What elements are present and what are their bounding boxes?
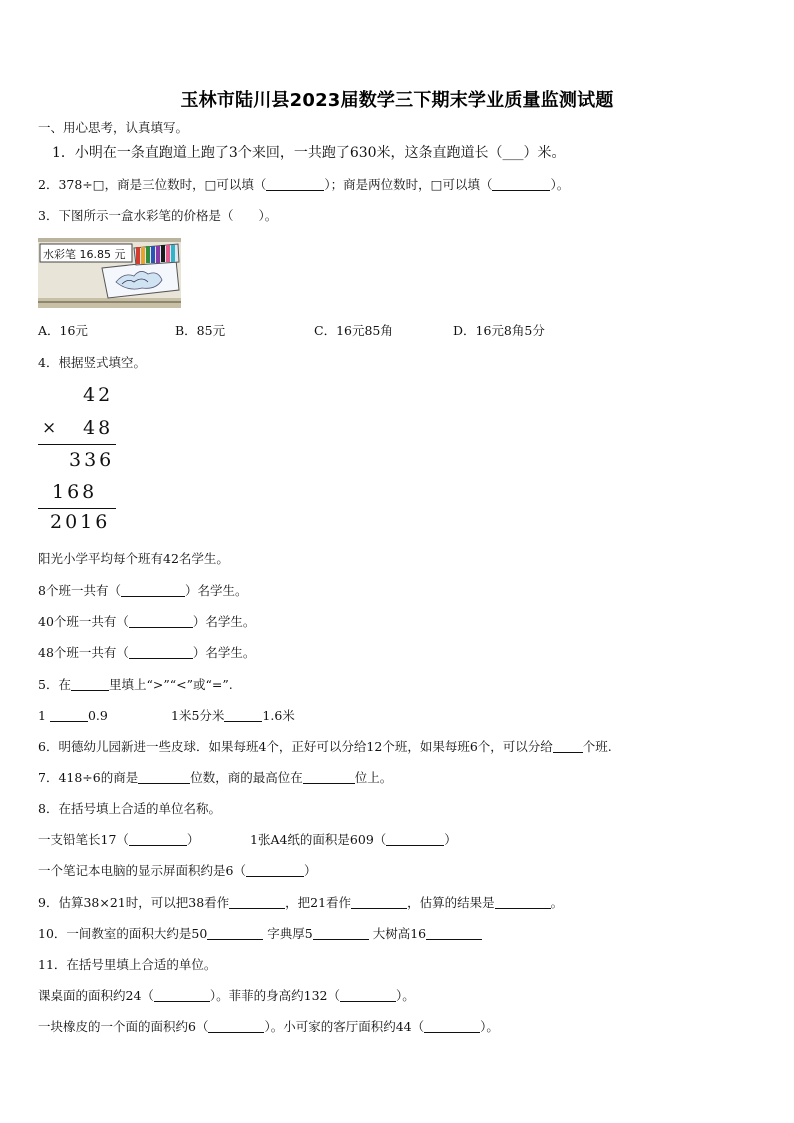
- q11-line-1: [38, 988, 415, 1004]
- q5-blank-1[interactable]: [50, 709, 88, 722]
- q2-blank-2[interactable]: [492, 178, 550, 191]
- q11-l1-text-a: 课桌面的面积约24（: [38, 988, 154, 1003]
- q5-stem-a: 5．在: [38, 677, 71, 692]
- question-10: [38, 926, 482, 942]
- q9-text-c: ，估算的结果是: [407, 895, 495, 910]
- q8-item-a: [38, 832, 199, 848]
- q7-text-b: 位数，商的最高位在: [190, 770, 303, 785]
- q8-c-text: 一个笔记本电脑的显示屏面积约是6（: [38, 863, 246, 878]
- q5-compare-2: [171, 708, 295, 724]
- q11-l2-text-b: ）。小可家的客厅面积约44（: [264, 1019, 425, 1034]
- q4-line-3-text: 48个班一共有（: [38, 645, 129, 660]
- q8-c-close: ）: [303, 863, 317, 878]
- q8-item-c: [38, 863, 316, 879]
- q11-l2-text-c: ）。: [480, 1019, 499, 1034]
- q5-compare-1: [38, 708, 108, 724]
- calc-multiplicand: 42: [83, 384, 114, 406]
- question-4: 4．根据竖式填空。: [38, 355, 146, 370]
- question-5: [38, 677, 233, 693]
- q11-blank-2[interactable]: [340, 989, 396, 1002]
- q11-l1-text-b: ）。菲菲的身高约132（: [209, 988, 341, 1003]
- q4-line-1: [38, 583, 247, 599]
- q3-option-a[interactable]: A．16元: [38, 323, 88, 338]
- q11-l2-text-a: 一块橡皮的一个面的面积约6（: [38, 1019, 209, 1034]
- q2-blank-1[interactable]: [266, 178, 324, 191]
- question-8: 8．在括号填上合适的单位名称。: [38, 801, 221, 816]
- q9-blank-3[interactable]: [495, 896, 551, 909]
- q2-part-c: ）。: [550, 177, 570, 192]
- q4-intro: 阳光小学平均每个班有42名学生。: [38, 551, 229, 566]
- q7-blank-1[interactable]: [138, 771, 190, 784]
- calc-multiplier: 48: [83, 417, 114, 439]
- question-3: 3．下图所示一盒水彩笔的价格是（ ）。: [38, 208, 278, 223]
- q8-item-b: [250, 832, 457, 848]
- question-7: [38, 770, 392, 786]
- q5-blank-2[interactable]: [224, 709, 262, 722]
- watercolor-pen-box-image: [38, 238, 181, 308]
- q2-part-a: 2．378÷□，商是三位数时，□可以填（: [38, 177, 267, 192]
- calc-line-2: [38, 508, 116, 509]
- q10-text-c: 大树高16: [372, 926, 427, 941]
- q11-l1-text-c: ）。: [396, 988, 415, 1003]
- q7-text-a: 7．418÷6的商是: [38, 770, 139, 785]
- q8-b-close: ）: [444, 832, 457, 847]
- q5-c1-left: 1: [38, 708, 46, 723]
- q9-text-d: 。: [550, 895, 564, 910]
- q8-blank-c[interactable]: [246, 864, 304, 877]
- question-11: 11．在括号里填上合适的单位。: [38, 957, 217, 972]
- q4-blank-2[interactable]: [129, 615, 193, 628]
- calc-partial-1: 336: [69, 449, 115, 471]
- q6-suffix: 个班.: [582, 739, 612, 754]
- q11-blank-3[interactable]: [208, 1020, 264, 1033]
- q11-line-2: [38, 1019, 499, 1035]
- q10-blank-1[interactable]: [207, 927, 263, 940]
- section-heading: 一、用心思考，认真填写。: [38, 120, 189, 135]
- price-sign-text: 水彩笔 16.85 元: [43, 248, 126, 261]
- q11-blank-4[interactable]: [424, 1020, 480, 1033]
- q9-text-a: 9．估算38×21时，可以把38看作: [38, 895, 230, 910]
- q10-blank-2[interactable]: [313, 927, 369, 940]
- q10-blank-3[interactable]: [426, 927, 482, 940]
- page-title: 玉林市陆川县2023届数学三下期末学业质量监测试题: [180, 90, 614, 111]
- q4-line-1-text: 8个班一共有（: [38, 583, 121, 598]
- q5-c2-right: 1.6米: [262, 708, 295, 723]
- q4-line-2: [38, 614, 255, 630]
- q4-blank-3[interactable]: [129, 646, 193, 659]
- q4-line-3-suffix: ）名学生。: [192, 645, 256, 660]
- q3-option-b[interactable]: B．85元: [175, 323, 226, 338]
- calc-partial-2: 168: [52, 481, 98, 503]
- q10-text-b: 字典厚5: [267, 926, 313, 941]
- q10-text-a: 10．一间教室的面积大约是50: [38, 926, 208, 941]
- q5-stem-b: 里填上“>”“<”或“=”.: [108, 677, 233, 692]
- q5-c1-right: 0.9: [87, 708, 108, 723]
- q3-option-d[interactable]: D．16元8角5分: [453, 323, 545, 338]
- q4-line-2-suffix: ）名学生。: [192, 614, 256, 629]
- q8-blank-a[interactable]: [129, 833, 187, 846]
- q4-blank-1[interactable]: [121, 584, 185, 597]
- q8-b-text: 1张A4纸的面积是609（: [250, 832, 387, 847]
- q9-blank-2[interactable]: [351, 896, 407, 909]
- q3-option-c[interactable]: C．16元85角: [314, 323, 393, 338]
- q5-stem-blank: [71, 678, 109, 691]
- calc-operator: ×: [42, 418, 60, 438]
- q4-line-1-suffix: ）名学生。: [184, 583, 248, 598]
- question-2: [38, 177, 569, 193]
- q9-blank-1[interactable]: [229, 896, 285, 909]
- q7-blank-2[interactable]: [303, 771, 355, 784]
- q4-line-2-text: 40个班一共有（: [38, 614, 129, 629]
- q8-blank-b[interactable]: [386, 833, 444, 846]
- calc-result: 2016: [50, 511, 111, 533]
- question-1: 1．小明在一条直跑道上跑了3个来回，一共跑了630米，这条直跑道长（___）米。: [52, 145, 566, 161]
- q8-a-text: 一支铅笔长17（: [38, 832, 129, 847]
- question-6: [38, 739, 612, 755]
- q6-blank[interactable]: [553, 740, 583, 753]
- q5-c2-left: 1米5分米: [171, 708, 225, 723]
- q9-text-b: ，把21看作: [285, 895, 352, 910]
- q11-blank-1[interactable]: [154, 989, 210, 1002]
- q8-a-close: ）: [186, 832, 200, 847]
- q7-text-c: 位上。: [354, 770, 393, 785]
- calc-line-1: [38, 444, 116, 445]
- q4-line-3: [38, 645, 255, 661]
- question-9: [38, 895, 563, 911]
- q6-text: 6．明德幼儿园新进一些皮球．如果每班4个，正好可以分给12个班，如果每班6个，可以分给: [38, 739, 553, 754]
- q2-part-b: ）；商是两位数时，□可以填（: [324, 177, 493, 192]
